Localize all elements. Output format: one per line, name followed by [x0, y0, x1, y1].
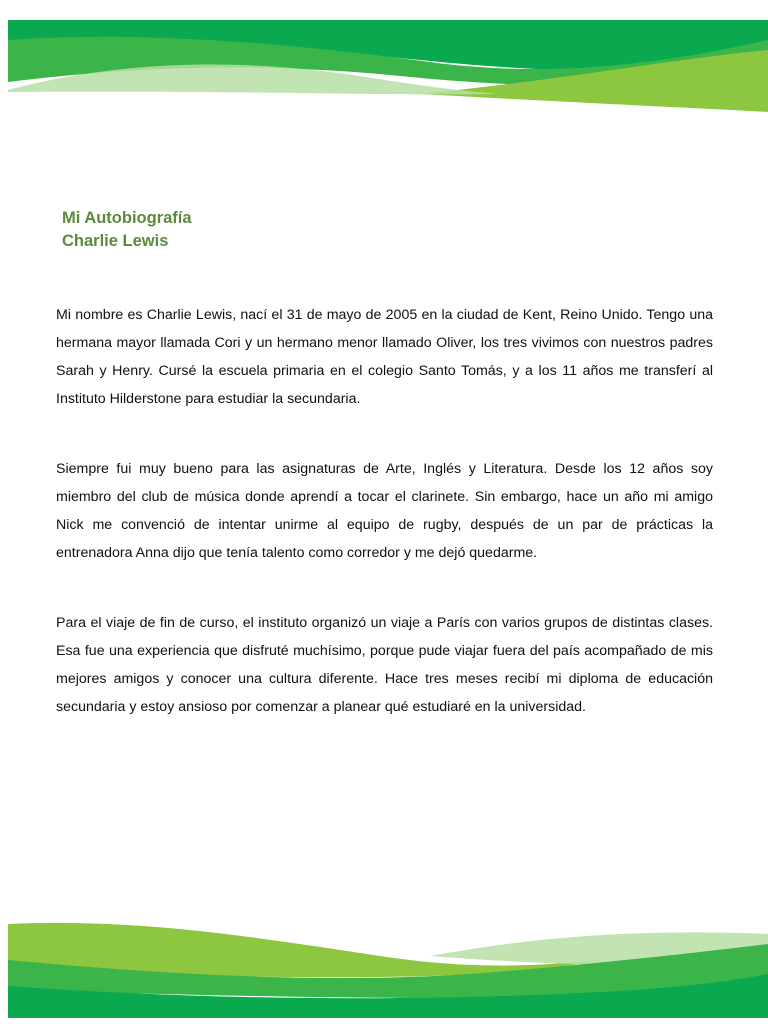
paragraph-2: Siempre fui muy bueno para las asignaturas de Arte, Inglés y Literatura. Desde los 12 años soy miembro del club de música donde aprendí a tocar el clarinete. Sin embargo, hace un año mi amigo Nick me convenció de intentar unirme al equipo de rugby, después de un par de prácticas la entrenadora Anna dijo que tenía talento como corredor y me dejó quedarme.	[56, 461, 713, 561]
bottom-wave-banner	[0, 904, 768, 1024]
paragraph-3: Para el viaje de fin de curso, el instituto organizó un viaje a París con varios grupos de distintas clases. Esa fue una experiencia que disfruté muchísimo, porque pude viajar fuera del país acompañado de mis mejores amigos y conocer una cultura diferente. Hace tres meses recibí mi diploma de educación secundaria y estoy ansioso por comenzar a planear qué estudiaré en la universidad.	[56, 615, 713, 715]
document-title: Mi Autobiografía	[62, 209, 192, 227]
paragraph-1: Mi nombre es Charlie Lewis, nací el 31 de mayo de 2005 en la ciudad de Kent, Reino Unido. Tengo una hermana mayor llamada Cori y un hermano menor llamado Oliver, los tres vivimos con nuestros padres Sarah y Henry. Cursé la escuela primaria en el colegio Santo Tomás, y a los 11 años me transferí al Instituto Hilderstone para estudiar la secundaria.	[56, 307, 713, 407]
top-wave-banner	[0, 0, 768, 112]
title-block	[62, 207, 562, 253]
document-author: Charlie Lewis	[62, 232, 169, 250]
